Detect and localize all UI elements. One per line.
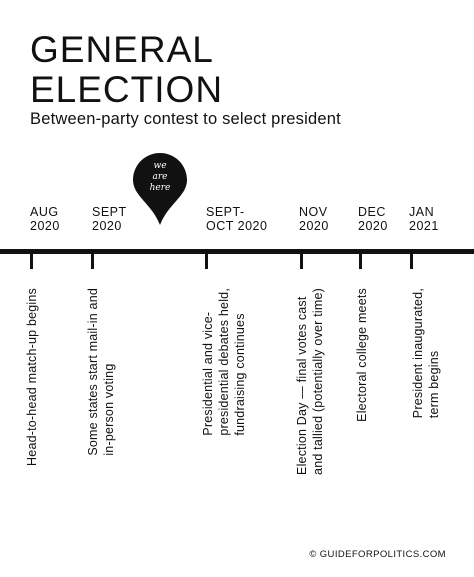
event-line: Electoral college meets bbox=[355, 288, 369, 422]
event-early-voting bbox=[85, 288, 117, 456]
timeline-tick bbox=[205, 252, 208, 269]
event-line: presidential debates held, bbox=[217, 288, 231, 436]
date-year: 2020 bbox=[92, 219, 122, 233]
title-line-1: GENERAL bbox=[30, 29, 214, 70]
date-label-dec-2020 bbox=[358, 205, 388, 233]
event-line: term begins bbox=[427, 350, 441, 419]
date-year: 2020 bbox=[358, 219, 388, 233]
date-month: JAN bbox=[409, 205, 435, 219]
date-label-sept-2020 bbox=[92, 205, 127, 233]
marker-line-3: here bbox=[149, 183, 171, 193]
timeline-tick bbox=[30, 252, 33, 269]
event-line: in-person voting bbox=[102, 363, 116, 456]
event-electoral-college bbox=[354, 288, 370, 422]
event-line: Election Day — final votes cast bbox=[295, 296, 309, 475]
marker-line-1: we bbox=[153, 161, 167, 171]
date-year: 2020 bbox=[299, 219, 329, 233]
timeline-tick bbox=[359, 252, 362, 269]
date-year: OCT 2020 bbox=[206, 219, 268, 233]
event-inauguration bbox=[410, 288, 442, 418]
event-line: Presidential and vice- bbox=[201, 311, 215, 436]
timeline-tick bbox=[91, 252, 94, 269]
date-label-aug-2020 bbox=[30, 205, 60, 233]
event-line: Some states start mail-in and bbox=[86, 288, 100, 456]
event-debates bbox=[200, 288, 248, 436]
we-are-here-marker bbox=[132, 152, 188, 226]
event-line: fundraising continues bbox=[233, 313, 247, 436]
date-month: NOV bbox=[299, 205, 328, 219]
timeline-tick bbox=[410, 252, 413, 269]
event-line: and tallied (potentially over time) bbox=[311, 288, 325, 475]
date-month: DEC bbox=[358, 205, 386, 219]
page-subtitle: Between-party contest to select president bbox=[30, 110, 341, 128]
marker-text bbox=[132, 161, 188, 194]
date-year: 2020 bbox=[30, 219, 60, 233]
event-line: President inaugurated, bbox=[411, 288, 425, 419]
event-election-day bbox=[294, 288, 326, 475]
timeline-tick bbox=[300, 252, 303, 269]
date-month: AUG bbox=[30, 205, 59, 219]
marker-line-2: are bbox=[152, 172, 168, 182]
date-label-nov-2020 bbox=[299, 205, 329, 233]
title-line-2: ELECTION bbox=[30, 69, 224, 110]
date-year: 2021 bbox=[409, 219, 439, 233]
date-label-jan-2021 bbox=[409, 205, 439, 233]
date-month: SEPT bbox=[92, 205, 127, 219]
page-title bbox=[30, 30, 223, 110]
event-line: Head-to-head match-up begins bbox=[25, 288, 39, 466]
copyright-footer: © GUIDEFORPOLITICS.COM bbox=[309, 549, 446, 560]
timeline-axis bbox=[0, 249, 474, 254]
date-label-sept-oct-2020 bbox=[206, 205, 267, 233]
event-match-up bbox=[24, 288, 40, 466]
date-month: SEPT- bbox=[206, 205, 245, 219]
